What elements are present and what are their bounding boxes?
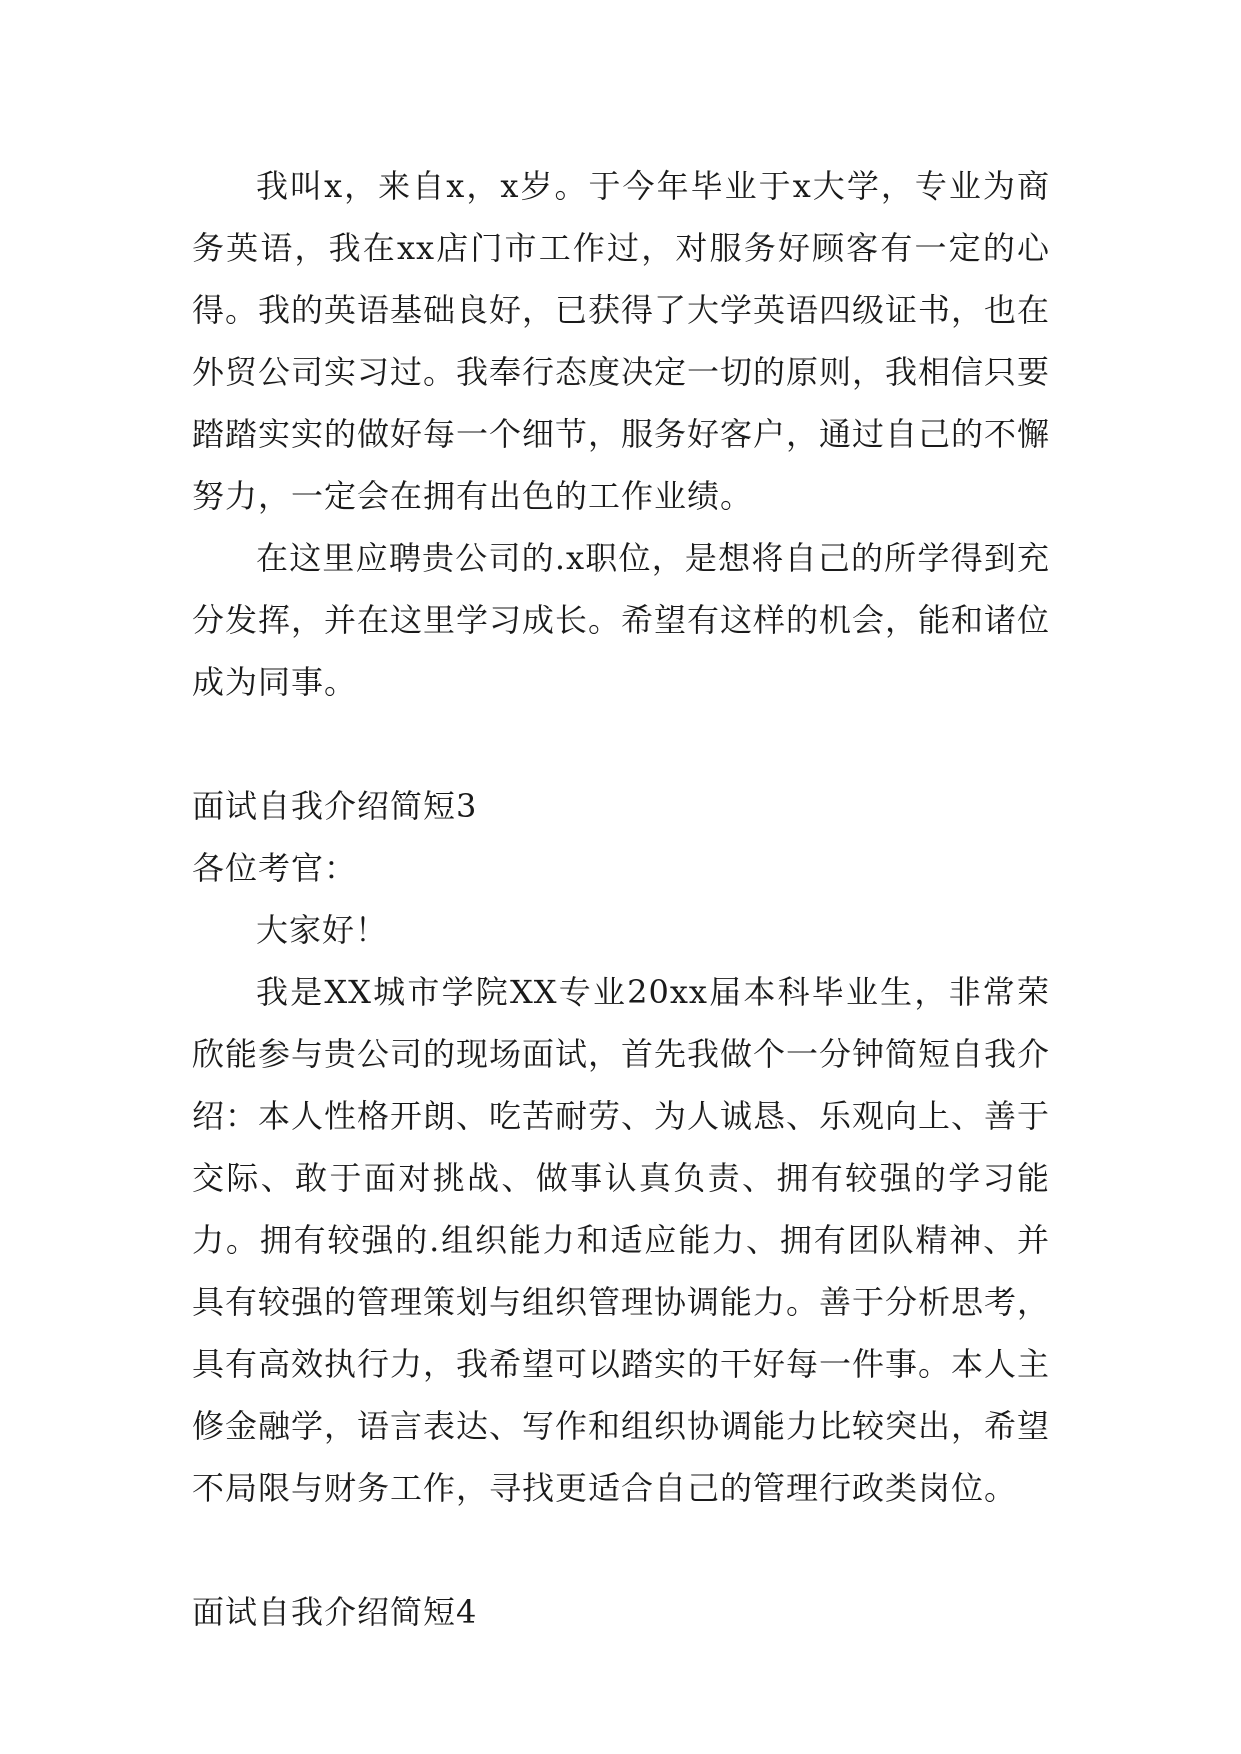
paragraph-section3-body: 我是XX城市学院XX专业20xx届本科毕业生，非常荣欣能参与贵公司的现场面试，首先我做个一分钟简短自我介绍：本人性格开朗、吃苦耐劳、为人诚恳、乐观向上、善于交际、敢于面对挑战、做事认真负责、拥有较强的学习能力。拥有较强的.组织能力和适应能力、拥有团队精神、并具有较强的管理策划与组织管理协调能力。善于分析思考，具有高效执行力，我希望可以踏实的干好每一件事。本人主修金融学，语言表达、写作和组织协调能力比较突出，希望不局限与财务工作，寻找更适合自己的管理行政类岗位。 <box>192 973 1051 1507</box>
blank-line <box>192 713 1050 775</box>
paragraph-position-intent: 在这里应聘贵公司的.x职位，是想将自己的所学得到充分发挥，并在这里学习成长。希望有这样的机会，能和诸位成为同事。 <box>192 539 1051 701</box>
salutation: 各位考官： <box>192 849 358 887</box>
document-page <box>192 155 1050 1643</box>
section-title-3: 面试自我介绍简短3 <box>192 787 478 825</box>
section-title-4: 面试自我介绍简短4 <box>192 1593 478 1631</box>
paragraph-self-intro: 我叫x，来自x，x岁。于今年毕业于x大学，专业为商务英语，我在xx店门市工作过，对服务好顾客有一定的心得。我的英语基础良好，已获得了大学英语四级证书，也在外贸公司实习过。我奉行态度决定一切的原则，我相信只要踏踏实实的做好每一个细节，服务好客户，通过自己的不懈努力，一定会在拥有出色的工作业绩。 <box>192 167 1051 515</box>
blank-line <box>192 1519 1050 1581</box>
greeting: 大家好！ <box>256 911 389 949</box>
